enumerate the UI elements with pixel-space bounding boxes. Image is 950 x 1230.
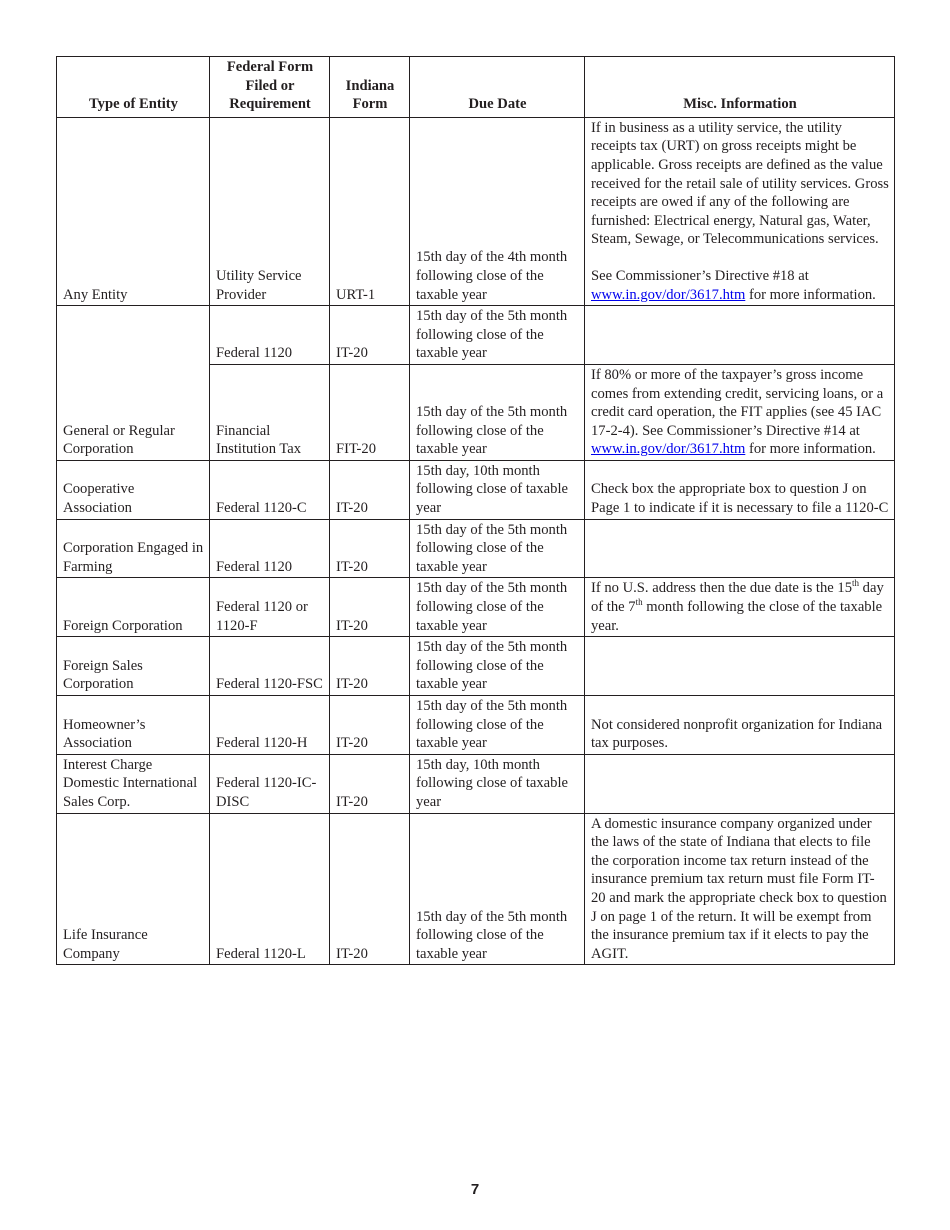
misc-info-cell — [585, 117, 895, 305]
foreign-text-a: If no U.S. address then the due date is the 15 — [591, 580, 853, 597]
table-row-general-corporation — [57, 306, 895, 365]
federal-form-cell: Financial Institution Tax — [210, 364, 330, 460]
due-date-cell: 15th day of the 5th month following close of the taxable year — [410, 306, 585, 365]
indiana-form-cell: IT-20 — [330, 813, 410, 965]
misc-info-cell — [585, 364, 895, 460]
foreign-text-c: month following the close of the taxable year. — [591, 599, 883, 634]
due-date-cell: 15th day of the 5th month following close of the taxable year — [410, 813, 585, 965]
misc-info-directive — [591, 267, 889, 304]
entity-cell: Cooperative Association — [57, 460, 210, 519]
indiana-form-cell: IT-20 — [330, 754, 410, 813]
directive-18-link[interactable]: www.in.gov/dor/3617.htm — [591, 286, 746, 303]
indiana-form-cell: IT-20 — [330, 460, 410, 519]
entity-cell: Life Insurance Company — [57, 813, 210, 965]
due-date-cell: 15th day of the 5th month following close of the taxable year — [410, 578, 585, 637]
table-row-homeowners-association — [57, 696, 895, 755]
header-row — [57, 57, 895, 118]
federal-form-cell: Federal 1120 or 1120-F — [210, 578, 330, 637]
entity-cell: Interest Charge Domestic International Sales Corp. — [57, 754, 210, 813]
indiana-form-cell: FIT-20 — [330, 364, 410, 460]
indiana-form-cell: IT-20 — [330, 578, 410, 637]
indiana-form-cell: IT-20 — [330, 696, 410, 755]
directive-text: See Commissioner’s Directive #18 at — [591, 267, 809, 284]
header-due-date: Due Date — [410, 57, 585, 118]
indiana-form-cell: IT-20 — [330, 637, 410, 696]
federal-form-cell: Federal 1120-L — [210, 813, 330, 965]
due-date-cell: 15th day of the 5th month following close of the taxable year — [410, 364, 585, 460]
entity-cell: Foreign Corporation — [57, 578, 210, 637]
indiana-form-cell: IT-20 — [330, 519, 410, 578]
entity-cell: Foreign Sales Corporation — [57, 637, 210, 696]
misc-info-cell — [585, 754, 895, 813]
federal-form-cell: Utility Service Provider — [210, 117, 330, 305]
misc-info-cell — [585, 306, 895, 365]
misc-info-cell — [585, 578, 895, 637]
directive-text-end: for more information. — [745, 286, 876, 303]
indiana-form-cell: IT-20 — [330, 306, 410, 365]
page-number: 7 — [470, 1181, 480, 1198]
header-federal-form: Federal Form Filed or Requirement — [210, 57, 330, 118]
due-date-cell: 15th day, 10th month following close of taxable year — [410, 754, 585, 813]
due-date-cell: 15th day of the 5th month following close of the taxable year — [410, 519, 585, 578]
misc-info-paragraph: If in business as a utility service, the utility receipts tax (URT) on gross receipts might be applicable. Gross receipts are defined as the value received for the retail sale of utility services. Gross receipts are owed if any of the following are furnished: Electrical energy, Natural gas, Water, Steam, Sewage, or Telecommunications services. — [591, 119, 889, 248]
table-row-foreign-corporation — [57, 578, 895, 637]
misc-info-cell — [585, 519, 895, 578]
ordinal-suffix: th — [635, 597, 643, 608]
entity-cell: Corporation Engaged in Farming — [57, 519, 210, 578]
entity-cell: General or Regular Corporation — [57, 306, 210, 461]
federal-form-cell: Federal 1120-H — [210, 696, 330, 755]
table-row-ic-disc — [57, 754, 895, 813]
misc-info-cell: A domestic insurance company organized under the laws of the state of Indiana that elects to file the corporation income tax return instead of the insurance premium tax return must file Form IT-20 and mark the appropriate check box to question J on page 1 of the return. It will be exempt from the insurance premium tax if it elects to pay the AGIT. — [585, 813, 895, 965]
federal-form-cell: Federal 1120-FSC — [210, 637, 330, 696]
misc-info-cell: Not considered nonprofit organization for Indiana tax purposes. — [585, 696, 895, 755]
fit-text: If 80% or more of the taxpayer’s gross income comes from extending credit, servicing loans, or a credit card operation, the FIT applies (see 45 IAC 17-2-4). See Commissioner’s Directive #14 at — [591, 366, 884, 439]
federal-form-cell: Federal 1120 — [210, 306, 330, 365]
due-date-table — [56, 56, 895, 965]
federal-form-cell: Federal 1120-IC-DISC — [210, 754, 330, 813]
header-misc-information: Misc. Information — [585, 57, 895, 118]
misc-info-cell: Check box the appropriate box to question J on Page 1 to indicate if it is necessary to file a 1120-C — [585, 460, 895, 519]
due-date-cell: 15th day, 10th month following close of taxable year — [410, 460, 585, 519]
due-date-cell: 15th day of the 5th month following close of the taxable year — [410, 637, 585, 696]
fit-text-end: for more information. — [745, 441, 876, 458]
ordinal-suffix: th — [852, 578, 860, 589]
entity-cell: Homeowner’s Association — [57, 696, 210, 755]
header-type-of-entity: Type of Entity — [57, 57, 210, 118]
entity-cell: Any Entity — [57, 117, 210, 305]
misc-info-cell — [585, 637, 895, 696]
table-row-cooperative-association — [57, 460, 895, 519]
federal-form-cell: Federal 1120 — [210, 519, 330, 578]
table-row-foreign-sales-corporation — [57, 637, 895, 696]
federal-form-cell: Federal 1120-C — [210, 460, 330, 519]
table-row-life-insurance — [57, 813, 895, 965]
directive-14-link[interactable]: www.in.gov/dor/3617.htm — [591, 441, 746, 458]
header-indiana-form: Indiana Form — [330, 57, 410, 118]
table-row-farming-corporation — [57, 519, 895, 578]
due-date-cell: 15th day of the 5th month following close of the taxable year — [410, 696, 585, 755]
foreign-text-b: day of the 7 — [591, 580, 884, 616]
indiana-form-cell: URT-1 — [330, 117, 410, 305]
due-date-cell: 15th day of the 4th month following close of the taxable year — [410, 117, 585, 305]
table-row-any-entity — [57, 117, 895, 305]
